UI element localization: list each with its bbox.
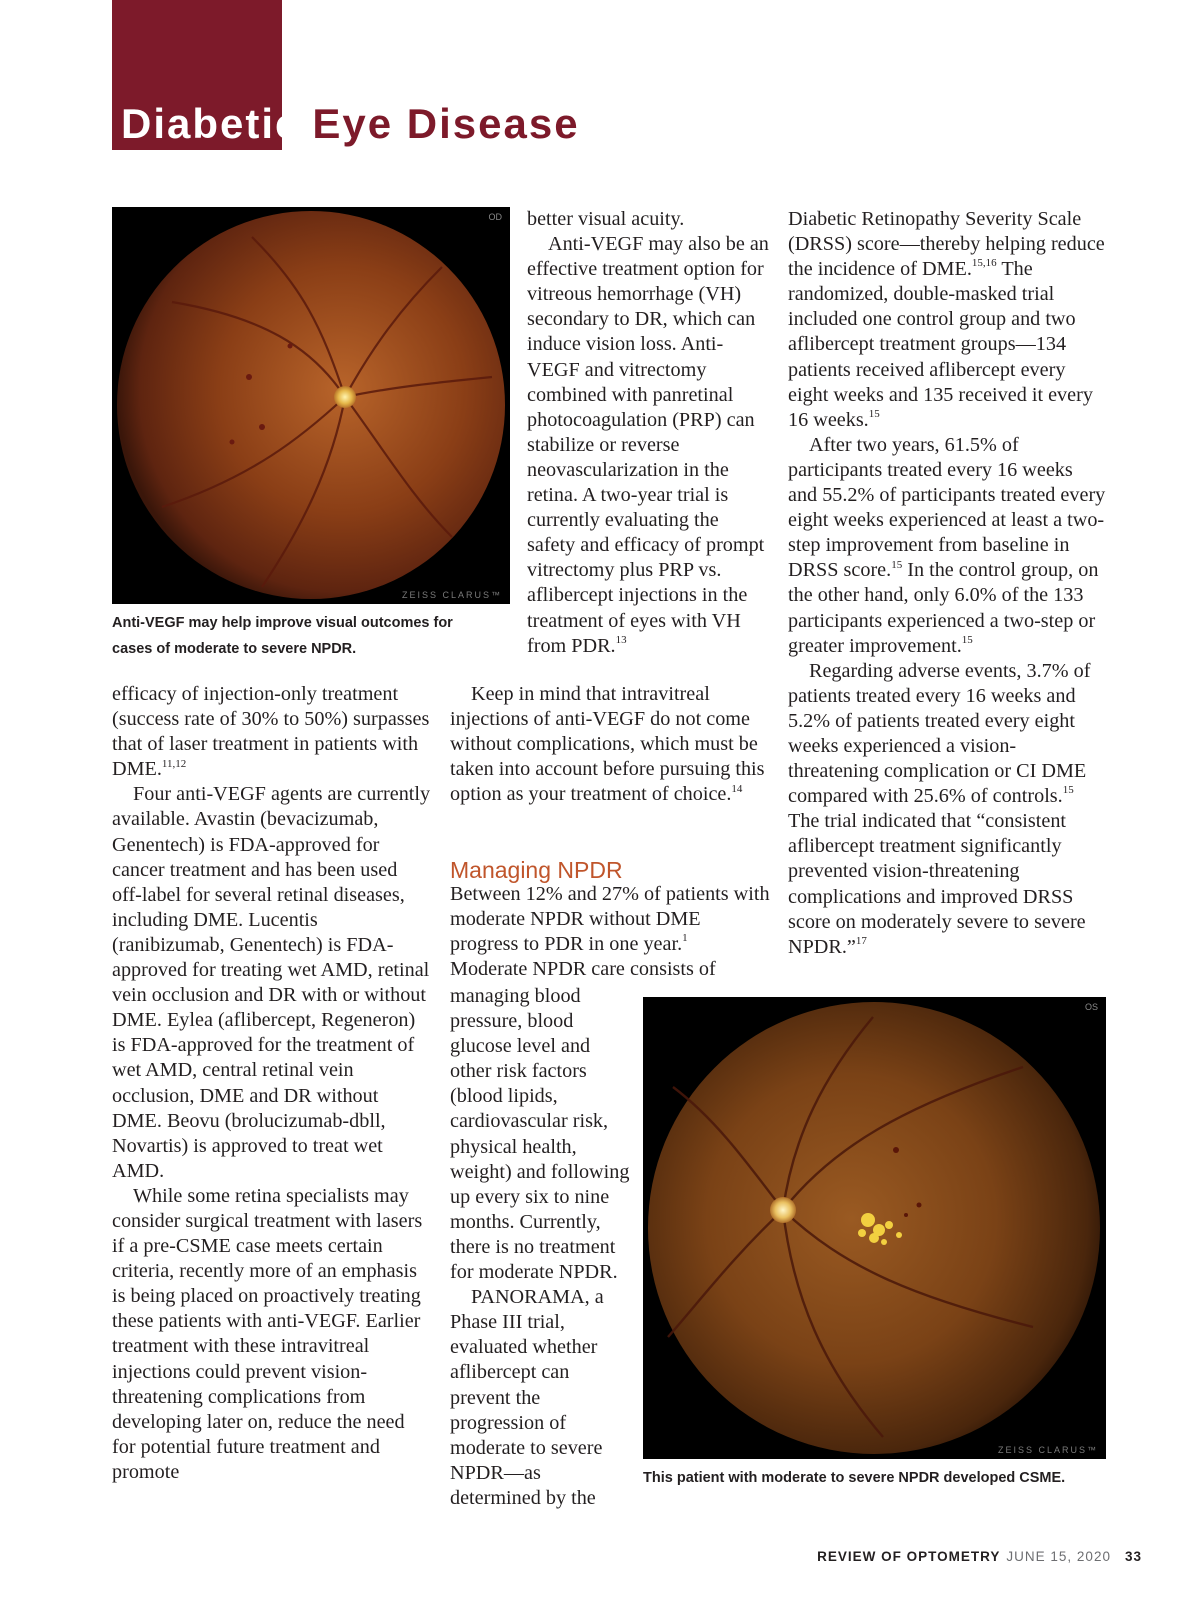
eye-label-od: OD	[488, 212, 502, 222]
column-2-top	[527, 207, 771, 659]
fundus-photo-od	[112, 207, 510, 604]
title-word-diabetic: Diabetic	[121, 100, 301, 147]
paragraph-text: Keep in mind that intravitreal injections of anti-VEGF do not come without complications, which must be taken into account before pursuing this option as your treatment of choice.	[450, 683, 765, 806]
column-2-bottom	[450, 984, 630, 1511]
paragraph	[788, 433, 1106, 659]
paragraph: Four anti-VEGF agents are currently available. Avastin (bevacizumab, Genentech) is FDA-approved for cancer treatment and has been used off-label for several retinal diseases, including DME. Lucentis (ranibizumab, Genentech) is FDA-approved for treating wet AMD, retinal vein occlusion and DR with or without DME. Eylea (aflibercept, Regeneron) is FDA-approved for the treatment of wet AMD, central retinal vein occlusion, DME and DR without DME. Beovu (brolucizumab-dbll, Novartis) is approved to treat wet AMD.	[112, 783, 431, 1182]
column-3	[788, 207, 1106, 960]
reference: 11,12	[161, 757, 187, 770]
camera-brand-label: ZEISS CLARUS™	[401, 590, 502, 600]
paragraph: While some retina specialists may consider surgical treatment with lasers if a pre-CSME case meets certain criteria, recently more of an emphasis is being placed on proactively treating these patients with anti-VEGF. Earlier treatment with these intravitreal injections could prevent vision-threatening complications from developing later on, reduce the need for potential future treatment and promote	[112, 1184, 423, 1483]
reference: 15	[1062, 784, 1074, 797]
paragraph-text: Between 12% and 27% of patients with moderate NPDR without DME progress to PDR in one year.	[450, 883, 770, 956]
section-heading: Managing NPDR	[450, 857, 623, 883]
issue-date: JUNE 15, 2020	[1006, 1549, 1111, 1564]
paragraph	[450, 882, 770, 982]
paragraph-text: Anti-VEGF may also be an effective treatment option for vitreous hemorrhage (VH) secondary to DR, which can induce vision loss. Anti-VEGF and vitrectomy combined with panretinal photocoagulation (PRP) can stabilize or reverse neovascularization in the retina. A two-year trial is currently evaluating the safety and efficacy of prompt vitrectomy plus PRP vs. aflibercept injections in the treatment of eyes with VH from PDR.	[527, 233, 769, 657]
reference: 15	[868, 408, 880, 421]
paragraph	[788, 207, 1106, 433]
paragraph-text: The trial indicated that “consistent aflibercept treatment significantly prevented vision-threatening complications and improved DRSS score on moderately severe to severe NPDR.”	[788, 810, 1086, 958]
paragraph-text: Regarding adverse events, 3.7% of patients treated every 16 weeks and 5.2% of patients treated every eight weeks experienced a vision-threatening complication or CI DME compared with 25.6% of controls.	[788, 659, 1091, 808]
paragraph-text: Moderate NPDR care consists of	[450, 958, 716, 981]
reference: 14	[731, 782, 743, 795]
paragraph-text: In the control group, on the other hand, only 6.0% of the 133 participants experienced a two-step or greater improvement.	[788, 559, 1099, 657]
camera-brand-label: ZEISS CLARUS™	[997, 1445, 1098, 1455]
paragraph-text: Diabetic Retinopathy Severity Scale (DRSS) score—thereby helping reduce the incidence of DME.	[788, 208, 1105, 281]
paragraph-text: efficacy of injection-only treatment (success rate of 30% to 50%) surpasses that of laser treatment in patients with DME.	[112, 683, 430, 781]
paragraph	[450, 682, 770, 807]
paragraph: better visual acuity.	[527, 208, 685, 230]
fundus-image-od	[112, 207, 510, 604]
reference: 15	[961, 633, 973, 646]
reference: 1	[682, 932, 688, 945]
paragraph	[112, 682, 432, 782]
paragraph-text: The randomized, double-masked trial included one control group and two aflibercept treatment groups—134 patients received aflibercept every eight weeks and 135 received it every 16 weeks.	[788, 258, 1093, 431]
paragraph: PANORAMA, a Phase III trial, evaluated whether aflibercept can prevent the progression of moderate to severe NPDR—as determined by the	[450, 1286, 604, 1509]
paragraph-text: After two years, 61.5% of participants treated every 16 weeks and 55.2% of participants treated every eight weeks experienced at least a two-step improvement from baseline in DRSS score.	[788, 433, 1106, 582]
paragraph: managing blood pressure, blood glucose level and other risk factors (blood lipids, cardiovascular risk, physical health, weight) and following up every six to nine months. Currently, there is no treatment for moderate NPDR.	[450, 985, 630, 1284]
figure-caption-2: This patient with moderate to severe NPDR developed CSME.	[643, 1470, 1066, 1486]
page-footer	[817, 1549, 1142, 1564]
caption-line: cases of moderate to severe NPDR.	[112, 641, 357, 657]
publication-name: REVIEW OF OPTOMETRY	[817, 1549, 1001, 1564]
title-word-eye-disease: Eye Disease	[312, 100, 580, 147]
reference: 13	[615, 633, 627, 646]
eye-label-os: OS	[1084, 1002, 1098, 1012]
reference: 15	[891, 558, 903, 571]
paragraph	[788, 659, 1106, 960]
column-2-middle	[450, 682, 770, 807]
reference: 17	[855, 934, 867, 947]
fundus-image-os	[643, 997, 1106, 1459]
reference: 15,16	[971, 257, 997, 270]
figure-caption-1	[112, 610, 512, 662]
page-title	[112, 97, 580, 151]
column-2-npdr-intro	[450, 882, 770, 982]
caption-line: Anti-VEGF may help improve visual outcomes for	[112, 615, 453, 631]
fundus-photo-os	[643, 997, 1106, 1459]
paragraph	[527, 232, 771, 659]
column-1	[112, 682, 432, 1485]
page-number: 33	[1124, 1549, 1142, 1564]
